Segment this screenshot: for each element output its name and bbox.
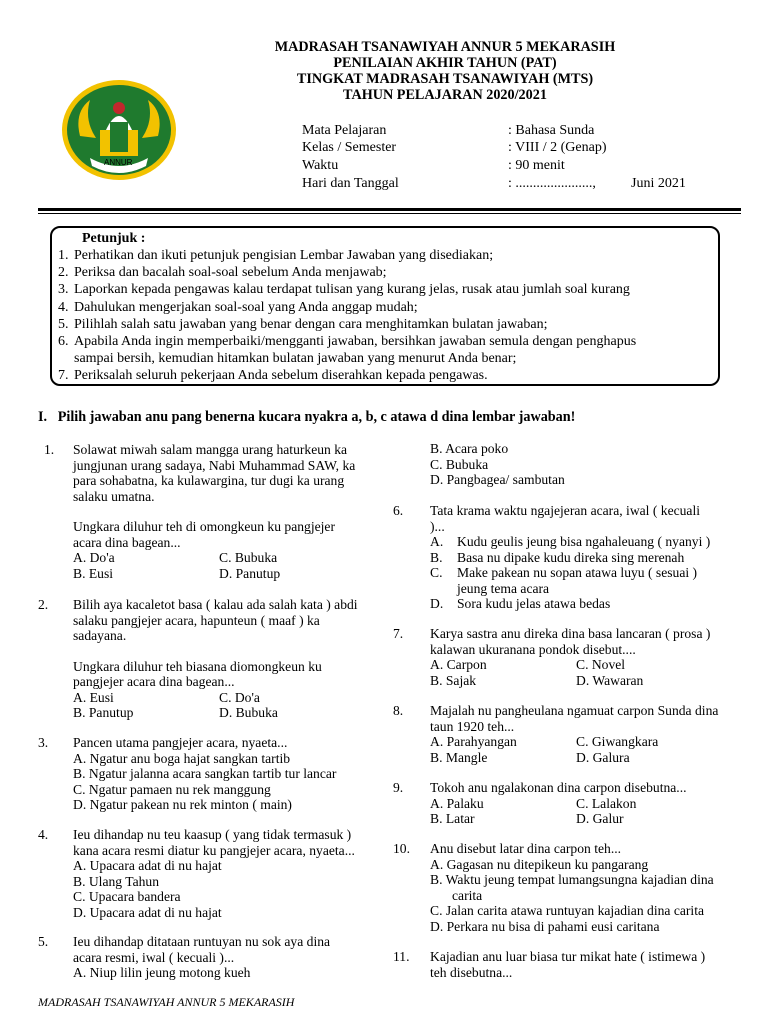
instruction-item: 1. Perhatikan dan ikuti petunjuk pengisian Lembar Jawaban yang disediakan; — [58, 248, 494, 263]
q9-option-a[interactable]: A. Palaku — [430, 795, 484, 811]
q3-option-d[interactable]: D. Ngatur pakean nu rek minton ( main) — [73, 797, 292, 812]
q9-option-b[interactable]: B. Latar — [430, 811, 475, 826]
q7-option-c[interactable]: C. Novel — [576, 657, 626, 672]
q3-option-a[interactable]: A. Ngatur anu boga hajat sangkan tartib — [73, 750, 291, 766]
instruction-item: sampai bersih, kemudian hitamkan bulatan jawaban yang menurut Anda benar; — [74, 351, 517, 367]
page-footer: MADRASAH TSANAWIYAH ANNUR 5 MEKARASIH — [38, 995, 295, 1009]
q5-option-a[interactable]: A. Niup lilin jeung motong kueh — [73, 965, 251, 980]
q4-number: 4. — [38, 827, 49, 842]
q3-option-b[interactable]: B. Ngatur jalanna acara sangkan tartib tur lancar — [73, 766, 337, 781]
q3-text: Pancen utama pangjejer acara, nyaeta... A. Ngatur anu boga hajat sangkan tartib B. Ngatur jalanna acara sangkan tartib tur lancar C. Ngatur pamaen nu rek manggung D. Ngatur pakean nu rek minton ( main) — [73, 735, 383, 813]
q9-option-c[interactable]: C. Lalakon — [576, 795, 637, 811]
q10-option-d[interactable]: D. Perkara nu bisa di pahami eusi caritana — [430, 918, 660, 934]
q6-option-c[interactable]: C. Make pakean nu sopan atawa luyu ( sesuai ) — [430, 565, 698, 580]
q1-option-b[interactable]: B. Eusi — [73, 565, 114, 581]
meta-label-date: Hari dan Tanggal — [302, 176, 399, 191]
q11-number: 11. — [393, 949, 410, 964]
q2-option-b[interactable]: B. Panutup — [73, 705, 134, 720]
instruction-item: 7. Periksalah seluruh pekerjaan Anda sebelum diserahkan kepada pengawas. — [58, 368, 488, 384]
q4-text: Ieu dihandap nu teu kaasup ( yang tidak termasuk ) kana acara resmi diatur ku pangjejer acara, nyaeta... A. Upacara adat di nu hajat B. Ulang Tahun C. Upacara bandera D. Upacara adat di nu hajat — [73, 827, 383, 920]
instruction-item: 3. Laporkan kepada pengawas kalau terdapat tulisan yang kurang jelas, rusak atau jumlah soal kurang — [58, 282, 630, 298]
q5-option-b[interactable]: B. Acara poko — [430, 441, 509, 456]
section-label: I. — [38, 409, 48, 425]
q5-option-d[interactable]: D. Pangbagea/ sambutan — [430, 472, 565, 487]
q10-number: 10. — [393, 841, 410, 856]
q2-option-d[interactable]: D. Bubuka — [219, 705, 278, 720]
meta-label-time: Waktu — [302, 158, 339, 173]
meta-value-subject: : Bahasa Sunda — [508, 123, 595, 138]
meta-value-time: : 90 menit — [508, 158, 565, 173]
q10-option-c[interactable]: C. Jalan carita atawa runtuyan kajadian dina carita — [430, 903, 705, 918]
q4-option-b[interactable]: B. Ulang Tahun — [73, 873, 160, 889]
q2-option-a[interactable]: A. Eusi — [73, 689, 114, 705]
instructions-list — [58, 247, 718, 385]
q8-option-b[interactable]: B. Mangle — [430, 749, 488, 765]
q1-option-c[interactable]: C. Bubuka — [219, 550, 278, 565]
school-logo — [60, 78, 178, 182]
header-exam-name: PENILAIAN AKHIR TAHUN (PAT) — [333, 55, 557, 71]
q7-option-a[interactable]: A. Carpon — [430, 657, 487, 672]
meta-label-class: Kelas / Semester — [302, 140, 397, 155]
q6-option-a[interactable]: A. Kudu geulis jeung bisa ngahaleuang ( nyanyi ) — [430, 534, 711, 549]
instruction-item: 6. Apabila Anda ingin memperbaiki/mengganti jawaban, bersihkan jawaban semula dengan penghapus — [58, 334, 637, 350]
q2-number: 2. — [38, 597, 49, 612]
meta-value-class: : VIII / 2 (Genap) — [508, 140, 607, 155]
instruction-item: 5. Pilihlah salah satu jawaban yang benar dengan cara menghitamkan bulatan jawaban; — [58, 316, 548, 332]
instruction-item: 2. Periksa dan bacalah soal-soal sebelum Anda menjawab; — [58, 265, 387, 281]
q1-option-a[interactable]: A. Do'a — [73, 550, 115, 565]
q4-option-d[interactable]: D. Upacara adat di nu hajat — [73, 904, 222, 920]
q6-option-d[interactable]: D. Sora kudu jelas atawa bedas — [430, 596, 611, 611]
q1-text: Solawat miwah salam mangga urang haturkeun ka jungjunan urang sadaya, Nabi Muhammad SAW, ka para sohabatna, ka kulawargina, tur dugi ka urang salaku umatna. Ungkara diluhur teh di omongkeun ku pangjejer acara dina bagean... A. Do'a C. Bubuka B. Eusi D. Panutup — [73, 442, 356, 581]
meta-value-date: : ......................, — [508, 176, 596, 191]
instructions-title: Petunjuk : — [82, 231, 146, 246]
section-title: Pilih jawaban anu pang benerna kucara nyakra a, b, c atawa d dina lembar jawaban! — [57, 409, 576, 425]
q10-text: Anu disebut latar dina carpon teh... A. Gagasan nu ditepikeun ku pangarang B. Waktu jeung tempat lumangsungna kajadian dina carita C. Jalan carita atawa runtuyan kajadian dina carita D. Perkara nu bisa di pahami eusi caritana — [430, 841, 750, 934]
q9-text: Tokoh anu ngalakonan dina carpon disebutna... A. Palaku C. Lalakon B. Latar D. Galur — [430, 780, 687, 826]
q7-option-d[interactable]: D. Wawaran — [576, 672, 644, 688]
q2-option-c[interactable]: C. Do'a — [219, 689, 260, 705]
q8-text: Majalah nu pangheulana ngamuat carpon Sunda dina taun 1920 teh... A. Parahyangan C. Giwangkara B. Mangle D. Galura — [430, 703, 719, 765]
q6-option-b[interactable]: B. Basa nu dipake kudu direka sing merenah — [430, 549, 685, 565]
q5-continued — [430, 441, 750, 488]
q10-option-b-cont: carita — [452, 887, 483, 903]
q8-option-c[interactable]: C. Giwangkara — [576, 734, 659, 749]
q5-option-c[interactable]: C. Bubuka — [430, 456, 489, 472]
logo-text: ANNUR — [104, 158, 133, 167]
q6-text: Tata krama waktu ngajejeran acara, iwal ( kecuali )... A. Kudu geulis jeung bisa ngahaleuang ( nyanyi ) B. Basa nu dipake kudu direka sing merenah C. Make pakean nu sopan atawa luyu ( sesuai ) jeung tema acara D. Sora kudu jelas atawa bedas — [430, 503, 750, 612]
q6-option-c-cont: jeung tema acara — [457, 580, 550, 596]
q10-option-b[interactable]: B. Waktu jeung tempat lumangsungna kajadian dina — [430, 872, 714, 887]
q1-number: 1. — [44, 442, 55, 457]
header-divider-thin — [38, 213, 741, 214]
header-year: TAHUN PELAJARAN 2020/2021 — [343, 87, 547, 103]
meta-value-month: Juni 2021 — [631, 176, 686, 191]
q1-option-d[interactable]: D. Panutup — [219, 565, 281, 581]
q8-option-a[interactable]: A. Parahyangan — [430, 734, 517, 749]
q5-number: 5. — [38, 934, 49, 949]
q2-text: Bilih aya kacaletot basa ( kalau ada salah kata ) abdi salaku pangjejer acara, hapunteun ( maaf ) ka sadayana. Ungkara diluhur teh biasana diomongkeun ku pangjejer acara dina bagean... A. Eusi C. Do'a B. Panutup D. Bubuka — [73, 597, 358, 720]
q7-text: Karya sastra anu direka dina basa lancaran ( prosa ) kalawan ukuranana pondok disebut.... A. Carpon C. Novel B. Sajak D. Wawaran — [430, 626, 711, 688]
section-heading — [38, 409, 575, 426]
q7-number: 7. — [393, 626, 404, 641]
q8-option-d[interactable]: D. Galura — [576, 749, 630, 765]
q3-number: 3. — [38, 735, 49, 750]
q11-text: Kajadian anu luar biasa tur mikat hate ( istimewa ) teh disebutna... — [430, 949, 706, 980]
q6-number: 6. — [393, 503, 404, 518]
q7-option-b[interactable]: B. Sajak — [430, 672, 477, 688]
q4-option-a[interactable]: A. Upacara adat di nu hajat — [73, 858, 222, 873]
q4-option-c[interactable]: C. Upacara bandera — [73, 889, 181, 904]
q9-option-d[interactable]: D. Galur — [576, 811, 624, 826]
q8-number: 8. — [393, 703, 404, 718]
q5-text: Ieu dihandap ditataan runtuyan nu sok aya dina acara resmi, iwal ( kecuali )... A. Niup lilin jeung motong kueh — [73, 934, 383, 981]
header-level: TINGKAT MADRASAH TSANAWIYAH (MTS) — [296, 71, 594, 87]
q10-option-a[interactable]: A. Gagasan nu ditepikeun ku pangarang — [430, 856, 649, 872]
q3-option-c[interactable]: C. Ngatur pamaen nu rek manggung — [73, 781, 271, 797]
header-school-name: MADRASAH TSANAWIYAH ANNUR 5 MEKARASIH — [274, 39, 616, 55]
meta-label-subject: Mata Pelajaran — [302, 123, 387, 138]
instruction-item: 4. Dahulukan mengerjakan soal-soal yang Anda anggap mudah; — [58, 299, 418, 315]
header-divider-thick — [38, 208, 741, 211]
q9-number: 9. — [393, 780, 404, 795]
